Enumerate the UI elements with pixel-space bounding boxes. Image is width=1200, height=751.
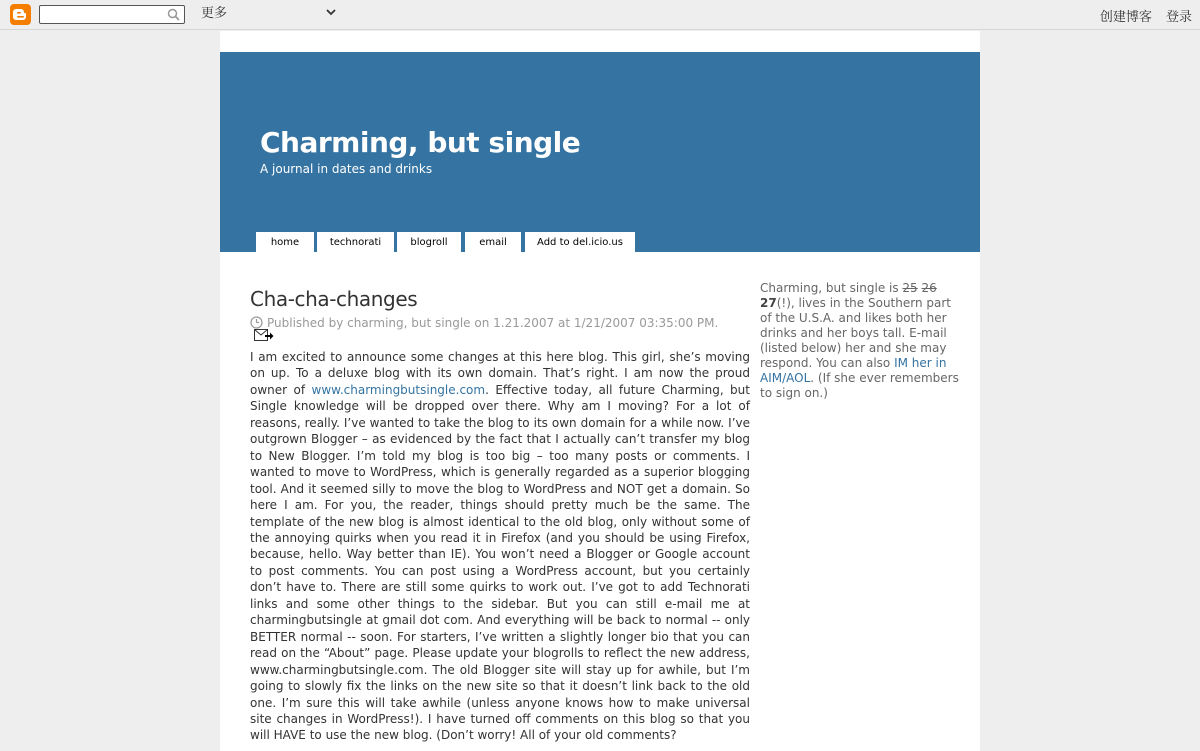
bio-outro: . (If she ever remembers to sign on.) bbox=[760, 371, 959, 400]
blog-search-input[interactable] bbox=[40, 9, 168, 26]
blog-description: A journal in dates and drinks bbox=[260, 162, 433, 176]
search-icon[interactable] bbox=[167, 8, 180, 21]
post-title[interactable]: Cha-cha-changes bbox=[250, 287, 418, 311]
tab-blogroll[interactable]: blogroll bbox=[397, 232, 461, 252]
bio-mid: (!), lives in the Southern part of the U.S.A. and likes both her drinks and her boys tall. E-mail (listed below) her and she may respond. You can also bbox=[760, 296, 951, 370]
email-post-icon[interactable] bbox=[254, 329, 274, 342]
post-meta bbox=[250, 315, 740, 331]
post-meta-text: Published by charming, but single on 1.21.2007 at 1/21/2007 03:35:00 PM. bbox=[267, 316, 719, 330]
domain-link[interactable]: www.charmingbutsingle.com bbox=[311, 382, 486, 397]
post-body bbox=[250, 349, 750, 744]
blogger-navbar bbox=[0, 0, 1200, 30]
bio-intro: Charming, but single is bbox=[760, 281, 903, 295]
chevron-down-icon[interactable] bbox=[326, 9, 336, 16]
aim-link[interactable]: IM her in AIM/AOL bbox=[760, 356, 947, 385]
bio-age-old-2: 26 bbox=[921, 281, 937, 295]
more-menu[interactable]: 更多 bbox=[201, 6, 228, 21]
sidebar-bio bbox=[760, 281, 960, 401]
bio-age-old-1: 25 bbox=[902, 281, 918, 295]
sign-in-link[interactable]: 登录 bbox=[1165, 10, 1192, 25]
blog-page bbox=[220, 31, 980, 751]
navbar-right-links bbox=[1090, 6, 1192, 25]
post-body-text-1: I am excited to announce some changes at this here blog. This girl, she’s moving on up. To a deluxe blog with its own domain. That’s right. I am now the proud owner of bbox=[250, 350, 750, 397]
tab-add-to-delicious[interactable]: Add to del.icio.us bbox=[525, 232, 635, 252]
clock-icon bbox=[250, 316, 263, 329]
tab-email[interactable]: email bbox=[465, 232, 521, 252]
post-body-text-2: . Effective today, all future Charming, but Single knowledge will be dropped over there. Why am I moving? For a lot of reasons, really. I’ve wanted to take the blog to its own domain for a while now. I’ve outgrown Blogger – as evidenced by the fact that I actually can’t transfer my blog to New Blogger. I’m told my blog is too big – too many posts or comments. I wanted to move to WordPress, which is generally regarded as a superior blogging tool. And it seemed silly to move the blog to WordPress and NOT get a domain. So here I am. For you, the reader, things should pretty much be the same. The template of the new blog is almost identical to the old blog, only without some of the annoying quirks when you read it in Firefox (and you should be using Firefox, because, hello. Way better than IE). You won’t need a Blogger or Google account to post comments. You can post using a WordPress account, but you certainly don’t have to. There are still some quirks to work out. I’ve got to add Technorati links and some other things to the sidebar. But you can still e-mail me at charmingbutsingle at gmail dot com. And everything will be back to normal -- only BETTER normal -- soon. For starters, I’ve written a slightly longer bio that you can read on the “About” page. Please update your blogrolls to reflect the new address, www.charmingbutsingle.com. The old Blogger site will stay up for awhile, but I’m going to slowly fix the links on the new site so that it doesn’t link back to the old one. I’m sure this will take awhile (unless anyone knows how to make universal site changes in WordPress!). I have turned off comments on this blog so that you will HAVE to use the new blog. (Don’t worry! All of your old comments? bbox=[250, 382, 750, 743]
tab-technorati[interactable]: technorati bbox=[317, 232, 394, 252]
blog-search-box[interactable] bbox=[39, 5, 185, 24]
blog-header bbox=[220, 52, 980, 252]
create-blog-link[interactable]: 创建博客 bbox=[1099, 10, 1152, 25]
blogger-logo-icon[interactable] bbox=[10, 4, 31, 25]
blog-title[interactable]: Charming, but single bbox=[260, 126, 581, 159]
tab-home[interactable]: home bbox=[256, 232, 314, 252]
bio-age-current: 27 bbox=[760, 296, 777, 310]
